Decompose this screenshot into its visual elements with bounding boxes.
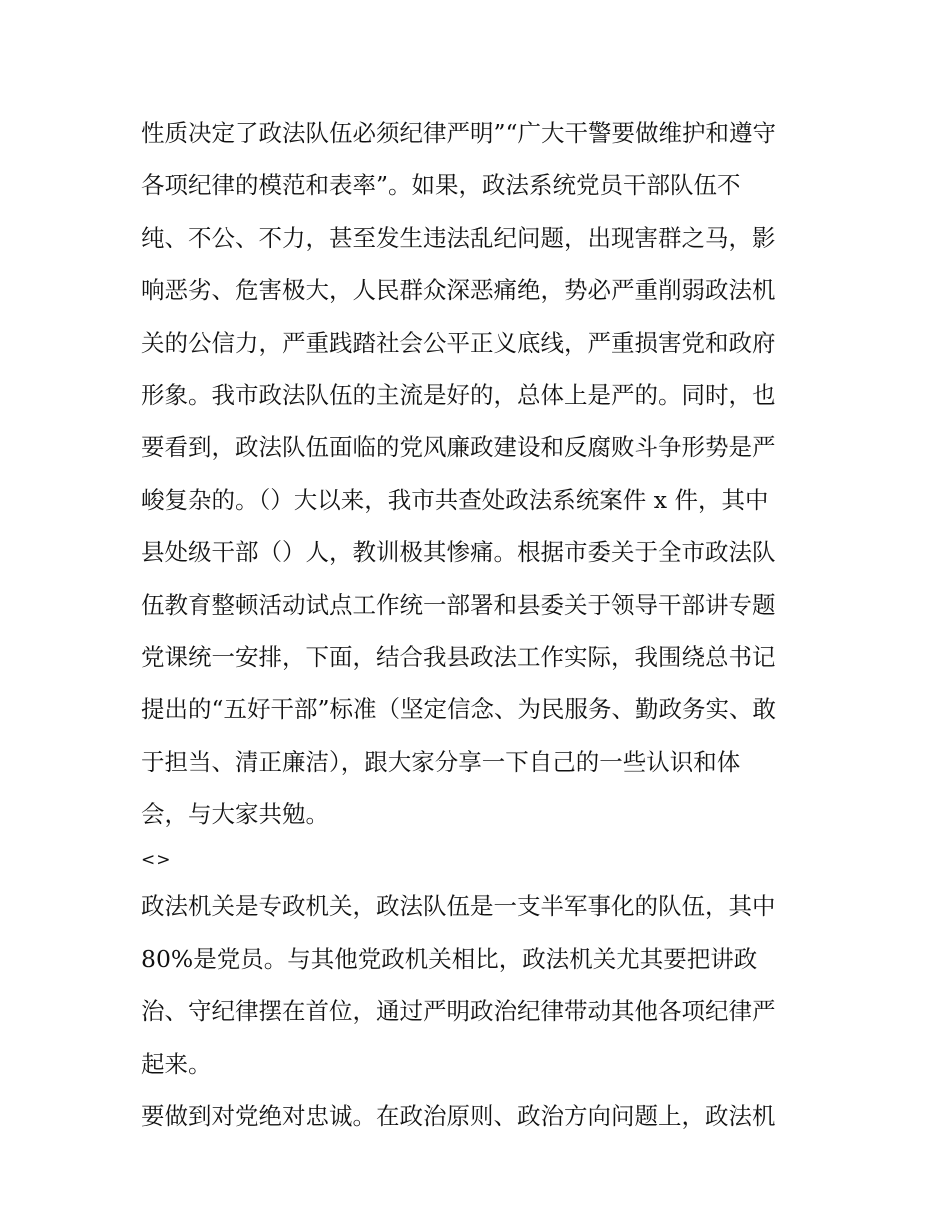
text-line: 关的公信力，严重践踏社会公平正义底线，严重损害党和政府: [141, 328, 776, 357]
text-line: 峻复杂的。（）大以来，我市共查处政法系统案件 x 件，其中: [141, 485, 769, 514]
text-line: 于担当、清正廉洁），跟大家分享一下自己的一些认识和体: [141, 747, 741, 776]
text-line: 会，与大家共勉。: [141, 800, 329, 829]
text-line: 各项纪律的模范和表率”。如果，政法系统党员干部队伍不: [141, 171, 741, 200]
text-line: 党课统一安排，下面，结合我县政法工作实际，我围绕总书记: [141, 642, 776, 671]
body-text: [141, 107, 821, 1142]
paragraph-3: [141, 1090, 821, 1142]
text-line: 响恶劣、危害极大，人民群众深恶痛绝，势必严重削弱政法机: [141, 276, 776, 305]
text-line: 治、守纪律摆在首位，通过严明政治纪律带动其他各项纪律严: [141, 997, 776, 1026]
text-line: 政法机关是专政机关，政法队伍是一支半军事化的队伍，其中: [141, 892, 776, 921]
text-line: 纯、不公、不力，甚至发生违法乱纪问题，出现害群之马，影: [141, 223, 776, 252]
text-line: 80%是党员。与其他党政机关相比，政法机关尤其要把讲政: [141, 944, 758, 973]
text-line: 性质决定了政法队伍必须纪律严明”“广大干警要做维护和遵守: [141, 119, 777, 147]
paragraph-2: [141, 880, 821, 1090]
paragraph-1: [141, 107, 821, 840]
text-line: 要做到对党绝对忠诚。在政治原则、政治方向问题上，政法机: [141, 1102, 776, 1131]
text-line: 伍教育整顿活动试点工作统一部署和县委关于领导干部讲专题: [141, 590, 776, 619]
text-line: 县处级干部（）人，教训极其惨痛。根据市委关于全市政法队: [141, 538, 776, 567]
section-marker: <>: [141, 850, 172, 871]
text-line: 提出的“五好干部”标准（坚定信念、为民服务、勤政务实、敢: [141, 695, 777, 724]
text-line: 形象。我市政法队伍的主流是好的，总体上是严的。同时，也: [141, 380, 776, 409]
text-line: 起来。: [141, 1049, 212, 1078]
text-line: 要看到，政法队伍面临的党风廉政建设和反腐败斗争形势是严: [141, 433, 776, 462]
